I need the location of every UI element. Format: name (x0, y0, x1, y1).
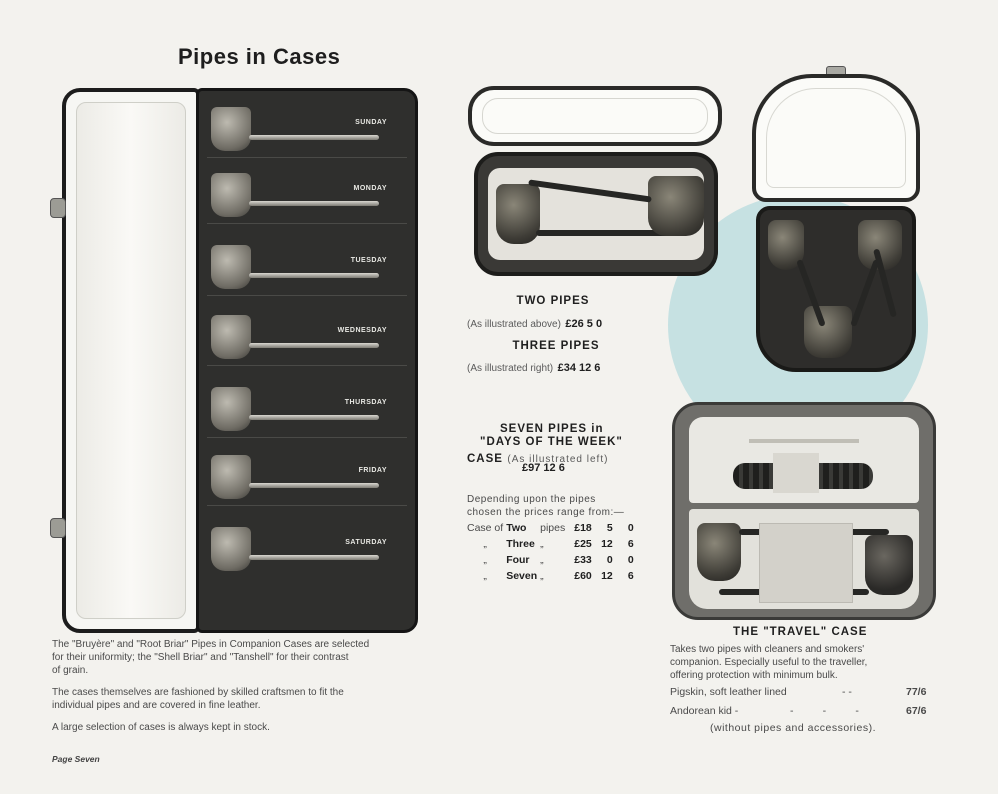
paragraph-line: The cases themselves are fashioned by skilled craftsmen to fit the (52, 687, 344, 698)
row-suffix: „ (540, 570, 544, 582)
table-row (467, 570, 637, 586)
three-pipes-price-line (467, 358, 647, 376)
two-pipes-price-line (467, 314, 647, 332)
row-pounds: £18 (574, 522, 592, 534)
row-label: Three (506, 538, 535, 550)
row-pence: 0 (627, 554, 634, 566)
pipe-slot (207, 447, 407, 506)
row-shillings: 5 (606, 522, 613, 534)
price-range-intro-line: chosen the prices range from:— (467, 507, 625, 518)
case-lid (62, 88, 200, 633)
travel-option-label: Andorean kid - (670, 705, 739, 717)
seven-pipes-line1: SEVEN PIPES in (500, 423, 604, 435)
seven-pipes-note: (As illustrated left) (507, 454, 609, 465)
case-tray (196, 88, 418, 633)
row-pence: 6 (627, 538, 634, 550)
pipe-slot (207, 519, 407, 577)
paragraph-line: individual pipes and are covered in fine leather. (52, 700, 261, 711)
row-prefix: „ (483, 538, 487, 550)
day-label: THURSDAY (344, 399, 387, 406)
row-suffix: „ (540, 554, 544, 566)
row-pounds: £60 (574, 570, 592, 582)
seven-pipes-line2: "DAYS OF THE WEEK" (480, 436, 623, 448)
pipe-slot (207, 307, 407, 366)
table-row (467, 554, 637, 570)
seven-pipes-price: £97 12 6 (522, 462, 565, 474)
case-clasp-top (50, 198, 66, 218)
row-pounds: £25 (574, 538, 592, 550)
seven-pipe-case-image (62, 80, 418, 636)
travel-option-label: Pigskin, soft leather lined (670, 686, 787, 698)
row-label: Seven (506, 570, 538, 582)
description-line: offering protection with minimum bulk. (670, 670, 838, 681)
case-shell (672, 402, 936, 620)
day-label: FRIDAY (358, 467, 387, 474)
row-label: Four (506, 554, 530, 566)
paragraph-line: for their uniformity; the "Shell Briar" and "Tanshell" for their contrast (52, 652, 349, 663)
row-label: Two (506, 522, 527, 534)
pipe-slot (207, 237, 407, 296)
travel-option-price: 77/6 (906, 686, 927, 698)
three-pipes-note: (As illustrated right) (467, 363, 554, 374)
description-line: companion. Especially useful to the traveller, (670, 657, 868, 668)
row-pence: 6 (627, 570, 634, 582)
table-row (467, 522, 637, 538)
row-prefix: Case of (467, 522, 504, 534)
description-line: Takes two pipes with cleaners and smokers' (670, 644, 865, 655)
day-label: WEDNESDAY (337, 327, 387, 334)
row-pence: 0 (627, 522, 634, 534)
three-pipes-heading: THREE PIPES (512, 340, 600, 352)
row-suffix: „ (540, 538, 544, 550)
pipe-slot (207, 379, 407, 438)
travel-option-dashes: - - (842, 686, 852, 698)
case-lid (468, 86, 722, 146)
day-label: SUNDAY (355, 119, 387, 126)
pipe-slot (207, 165, 407, 224)
day-label: MONDAY (353, 185, 387, 192)
intro-paragraph (52, 638, 444, 677)
table-row (467, 538, 637, 554)
page-number: Page Seven (52, 754, 100, 764)
day-label: TUESDAY (350, 257, 387, 264)
three-pipes-price: £34 12 6 (557, 362, 601, 374)
paragraph-line: The "Bruyère" and "Root Briar" Pipes in Companion Cases are selected (52, 639, 370, 650)
case-tray (474, 152, 718, 276)
travel-option-dashes: - - - (790, 705, 859, 717)
lid-lining (76, 102, 186, 619)
travel-case-image (672, 402, 936, 620)
row-prefix: „ (483, 554, 487, 566)
travel-case-heading: THE "TRAVEL" CASE (733, 626, 868, 638)
pipe-slot (207, 99, 407, 158)
seven-pipes-case-word: CASE (467, 453, 503, 465)
price-range-table (467, 522, 637, 586)
two-pipes-heading: TWO PIPES (516, 295, 590, 307)
row-shillings: 12 (601, 538, 613, 550)
row-shillings: 0 (606, 554, 613, 566)
travel-option-price: 67/6 (906, 705, 927, 717)
day-label: SATURDAY (345, 539, 387, 546)
row-prefix: „ (483, 570, 487, 582)
craft-paragraph (52, 686, 444, 712)
three-pipe-case-image (752, 66, 920, 372)
page-title: Pipes in Cases (178, 44, 341, 69)
two-pipe-case-image (468, 86, 722, 276)
price-range-intro (467, 493, 624, 519)
two-pipes-price: £26 5 0 (565, 318, 603, 330)
two-pipes-note: (As illustrated above) (467, 319, 561, 330)
travel-case-note: (without pipes and accessories). (710, 722, 876, 734)
row-pounds: £33 (574, 554, 592, 566)
price-range-intro-line: Depending upon the pipes (467, 494, 596, 505)
row-suffix: pipes (540, 522, 566, 534)
stock-paragraph: A large selection of cases is always kept in stock. (52, 722, 270, 733)
travel-case-description (670, 643, 934, 682)
case-clasp-bottom (50, 518, 66, 538)
case-tray (756, 206, 916, 372)
paragraph-line: of grain. (52, 665, 89, 676)
case-lid (752, 74, 920, 202)
row-shillings: 12 (601, 570, 613, 582)
